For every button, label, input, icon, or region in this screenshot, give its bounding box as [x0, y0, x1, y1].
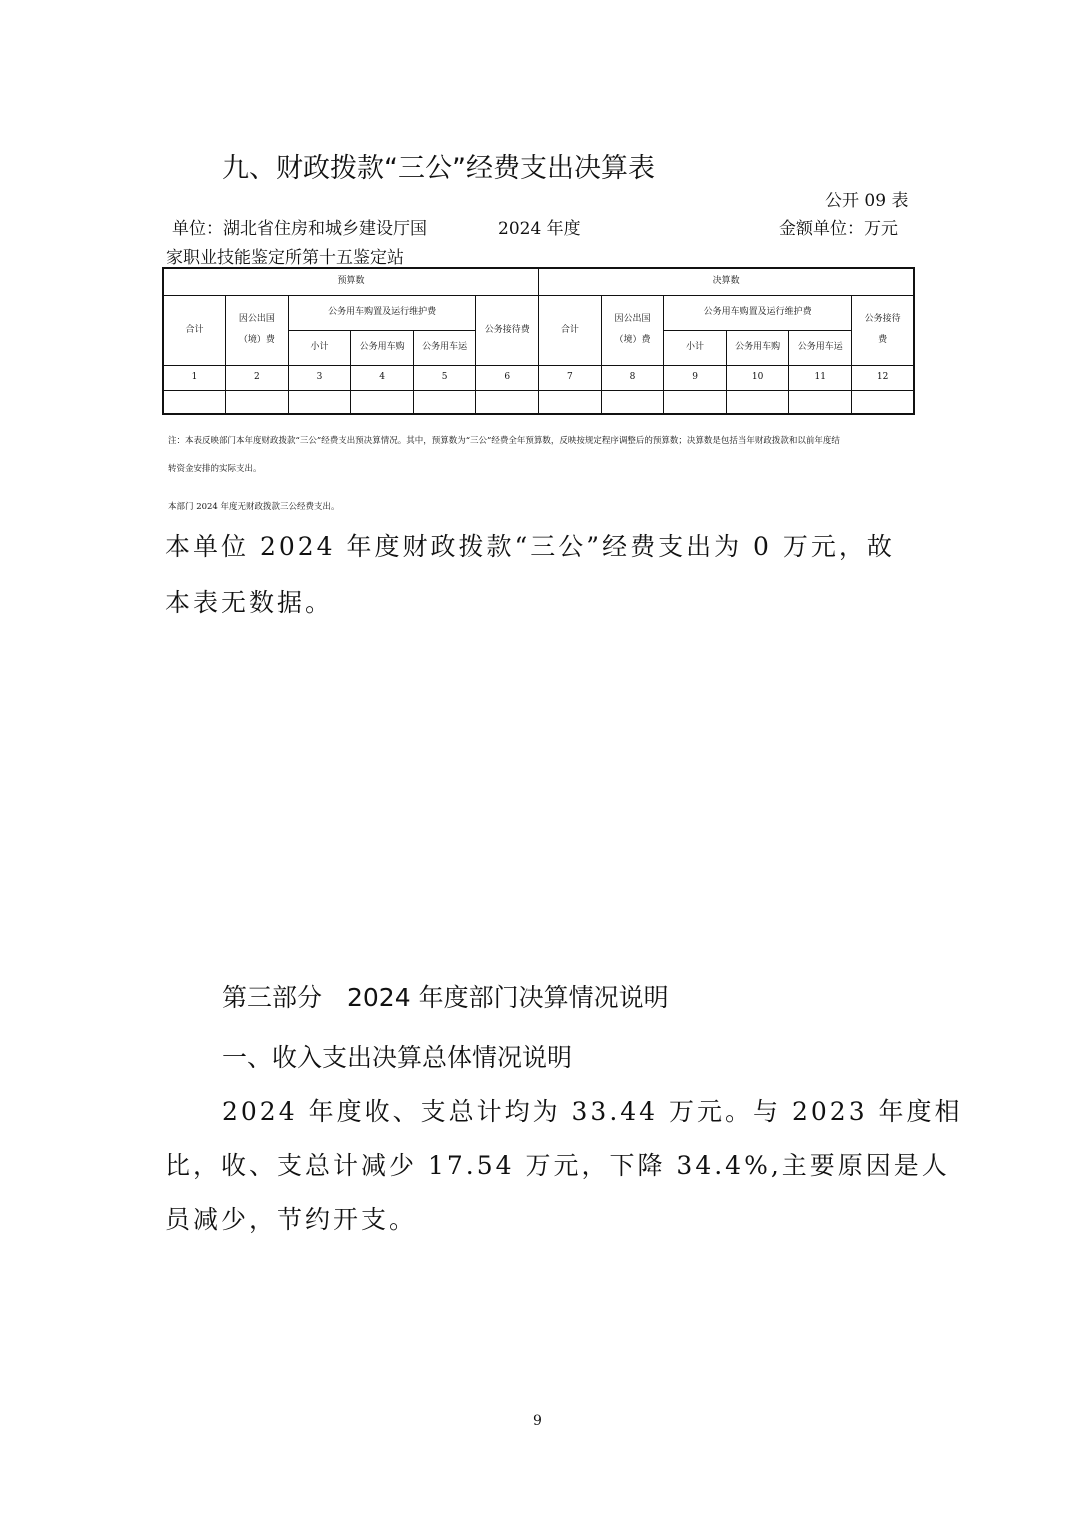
header-car-buy: 公务用车购: [726, 330, 789, 365]
year: 2024 年度: [498, 219, 581, 239]
header-final: 决算数: [539, 268, 915, 295]
col-number: 1: [163, 365, 226, 390]
paragraph-2-line-1: 2024 年度收、支总计均为 33.44 万元。与 2023 年度相: [222, 1097, 963, 1126]
col-number: 7: [539, 365, 602, 390]
col-number: 8: [601, 365, 664, 390]
col-number: 11: [789, 365, 852, 390]
note-line-1: 注：本表反映部门本年度财政拨款“三公”经费支出预决算情况。其中，预算数为“三公”经费全年预算数，反映按规定程序调整后的预算数；决算数是包括当年财政拨款和以前年度结: [168, 436, 840, 446]
col-number: 5: [413, 365, 476, 390]
header-reception: 公务接待 费: [852, 295, 915, 365]
empty-data-row: [163, 390, 914, 414]
col-number: 10: [726, 365, 789, 390]
header-total: 合计: [163, 295, 226, 365]
page-number: 9: [533, 1413, 542, 1429]
header-car-run: 公务用车运: [413, 330, 476, 365]
three-public-expense-table: [162, 267, 915, 415]
header-abroad: 因公出国 （境）费: [226, 295, 289, 365]
table-number: 公开 09 表: [825, 191, 909, 211]
header-budget: 预算数: [163, 268, 539, 295]
paragraph-1-line-2: 本表无数据。: [165, 588, 334, 617]
header-total: 合计: [539, 295, 602, 365]
unit-line-1: 单位：湖北省住房和城乡建设厅国: [172, 219, 427, 239]
paragraph-1-line-1: 本单位 2024 年度财政拨款“三公”经费支出为 0 万元，故: [165, 532, 895, 561]
column-number-row: [163, 365, 914, 390]
col-number: 2: [226, 365, 289, 390]
header-subtotal: 小计: [288, 330, 351, 365]
paragraph-2-line-2: 比，收、支总计减少 17.54 万元，下降 34.4%,主要原因是人: [165, 1151, 950, 1180]
col-number: 6: [476, 365, 539, 390]
unit-line-2: 家职业技能鉴定所第十五鉴定站: [166, 248, 404, 268]
header-abroad: 因公出国 （境）费: [601, 295, 664, 365]
col-number: 4: [351, 365, 414, 390]
header-car: 公务用车购置及运行维护费: [288, 295, 476, 330]
col-number: 12: [852, 365, 915, 390]
header-car: 公务用车购置及运行维护费: [664, 295, 852, 330]
table-title: 九、财政拨款“三公”经费支出决算表: [222, 153, 655, 184]
part-3-title: 第三部分 2024 年度部门决算情况说明: [222, 983, 669, 1012]
header-car-run: 公务用车运: [789, 330, 852, 365]
header-subtotal: 小计: [664, 330, 727, 365]
col-number: 9: [664, 365, 727, 390]
section-1-title: 一、收入支出决算总体情况说明: [222, 1043, 573, 1072]
header-reception: 公务接待费: [476, 295, 539, 365]
header-car-buy: 公务用车购: [351, 330, 414, 365]
note-line-3: 本部门 2024 年度无财政拨款三公经费支出。: [168, 502, 340, 512]
amount-unit: 金额单位：万元: [779, 219, 898, 239]
col-number: 3: [288, 365, 351, 390]
paragraph-2-line-3: 员减少，节约开支。: [165, 1205, 418, 1234]
note-line-2: 转资金安排的实际支出。: [168, 464, 262, 474]
